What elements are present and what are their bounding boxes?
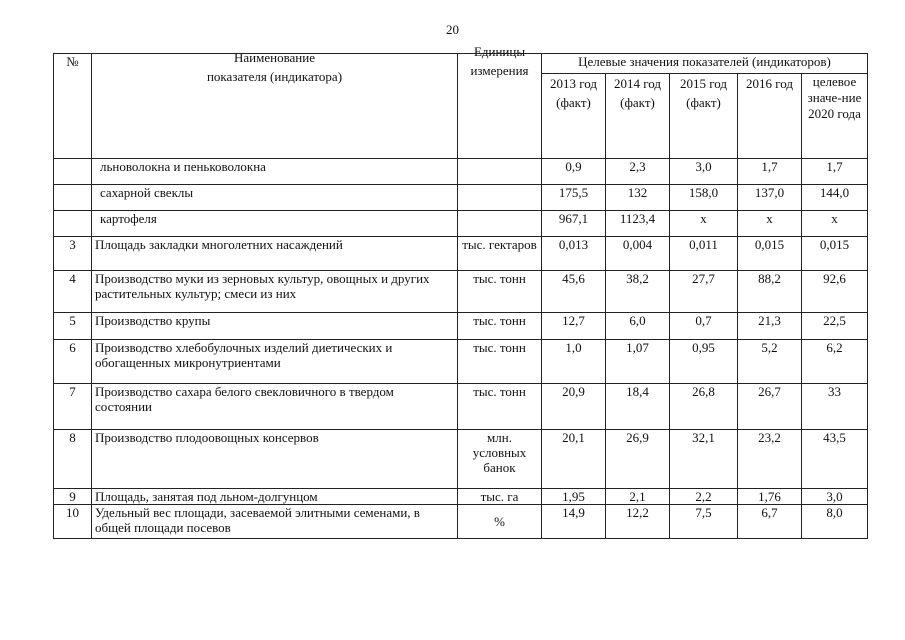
table-row <box>54 489 868 505</box>
table-body <box>54 159 868 539</box>
header-year-2013: 2013 год (факт) <box>542 74 606 159</box>
row-num: 6 <box>54 340 92 384</box>
value-2014: 26,9 <box>606 430 670 489</box>
value-2020: 43,5 <box>802 430 868 489</box>
value-2013: 1,0 <box>542 340 606 384</box>
table-row <box>54 159 868 185</box>
value-2014: 0,004 <box>606 237 670 271</box>
value-2020: 1,7 <box>802 159 868 185</box>
row-name: Площадь, занятая под льном-долгунцом <box>92 489 458 505</box>
value-2016: 137,0 <box>738 185 802 211</box>
value-2016: 21,3 <box>738 313 802 340</box>
value-2016: х <box>738 211 802 237</box>
value-2013: 45,6 <box>542 271 606 313</box>
value-2013: 1,95 <box>542 489 606 505</box>
value-2013: 175,5 <box>542 185 606 211</box>
row-name: Удельный вес площади, засеваемой элитными семенами, в общей площади посевов <box>92 505 458 539</box>
row-num: 7 <box>54 384 92 430</box>
header-year-2014: 2014 год (факт) <box>606 74 670 159</box>
row-name: сахарной свеклы <box>92 185 458 211</box>
header-unit-text: Единицы измерения <box>470 44 529 78</box>
value-2015: 32,1 <box>670 430 738 489</box>
value-2015: 0,011 <box>670 237 738 271</box>
value-2013: 0,013 <box>542 237 606 271</box>
value-2013: 0,9 <box>542 159 606 185</box>
value-2014: 18,4 <box>606 384 670 430</box>
value-2015: 2,2 <box>670 489 738 505</box>
value-2014: 6,0 <box>606 313 670 340</box>
table-row <box>54 313 868 340</box>
value-2014: 2,1 <box>606 489 670 505</box>
value-2015: 27,7 <box>670 271 738 313</box>
row-num: 3 <box>54 237 92 271</box>
row-name: Площадь закладки многолетних насаждений <box>92 237 458 271</box>
value-2013: 12,7 <box>542 313 606 340</box>
value-2016: 6,7 <box>738 505 802 539</box>
row-unit <box>458 159 542 185</box>
row-unit: тыс. тонн <box>458 313 542 340</box>
row-unit: тыс. га <box>458 489 542 505</box>
row-num: 5 <box>54 313 92 340</box>
value-2015: 0,7 <box>670 313 738 340</box>
value-2020: 6,2 <box>802 340 868 384</box>
header-name-text: Наименование показателя (индикатора) <box>206 50 343 84</box>
value-2015: 0,95 <box>670 340 738 384</box>
table-row <box>54 237 868 271</box>
value-2020: х <box>802 211 868 237</box>
value-2016: 0,015 <box>738 237 802 271</box>
value-2014: 132 <box>606 185 670 211</box>
row-unit <box>458 211 542 237</box>
header-unit <box>458 44 542 159</box>
row-num: 4 <box>54 271 92 313</box>
header-year-2016: 2016 год <box>738 74 802 159</box>
table-row <box>54 340 868 384</box>
value-2014: 2,3 <box>606 159 670 185</box>
value-2020: 8,0 <box>802 505 868 539</box>
value-2014: 1123,4 <box>606 211 670 237</box>
value-2015: 7,5 <box>670 505 738 539</box>
row-num: 9 <box>54 489 92 505</box>
row-name: Производство хлебобулочных изделий диетических и обогащенных микронутриентами <box>92 340 458 384</box>
value-2020: 3,0 <box>802 489 868 505</box>
value-2014: 1,07 <box>606 340 670 384</box>
header-target-group: Целевые значения показателей (индикаторов) <box>542 54 868 74</box>
value-2020: 33 <box>802 384 868 430</box>
header-target-2020: целевое значе-ние 2020 года <box>802 74 868 159</box>
value-2014: 38,2 <box>606 271 670 313</box>
value-2014: 12,2 <box>606 505 670 539</box>
row-name: Производство плодоовощных консервов <box>92 430 458 489</box>
value-2020: 92,6 <box>802 271 868 313</box>
table-row <box>54 430 868 489</box>
value-2013: 14,9 <box>542 505 606 539</box>
value-2016: 5,2 <box>738 340 802 384</box>
table-row <box>54 185 868 211</box>
value-2016: 26,7 <box>738 384 802 430</box>
row-name: картофеля <box>92 211 458 237</box>
value-2020: 144,0 <box>802 185 868 211</box>
row-num <box>54 185 92 211</box>
value-2016: 1,76 <box>738 489 802 505</box>
row-num <box>54 159 92 185</box>
row-unit: тыс. тонн <box>458 384 542 430</box>
value-2015: х <box>670 211 738 237</box>
table-row <box>54 384 868 430</box>
value-2015: 26,8 <box>670 384 738 430</box>
row-unit: млн. условных банок <box>458 430 542 489</box>
value-2016: 1,7 <box>738 159 802 185</box>
row-unit: тыс. гектаров <box>458 237 542 271</box>
row-unit: тыс. тонн <box>458 271 542 313</box>
row-name: Производство крупы <box>92 313 458 340</box>
row-name: льноволокна и пеньковолокна <box>92 159 458 185</box>
row-name: Производство муки из зерновых культур, овощных и других растительных культур; смеси из них <box>92 271 458 313</box>
page-number: 20 <box>446 22 459 37</box>
value-2015: 158,0 <box>670 185 738 211</box>
table-row <box>54 211 868 237</box>
value-2015: 3,0 <box>670 159 738 185</box>
value-2013: 20,9 <box>542 384 606 430</box>
value-2013: 20,1 <box>542 430 606 489</box>
table-row <box>54 505 868 539</box>
table-row <box>54 271 868 313</box>
row-num: 10 <box>54 505 92 539</box>
row-name: Производство сахара белого свекловичного в твердом состоянии <box>92 384 458 430</box>
row-unit: % <box>458 505 542 539</box>
indicators-table <box>53 44 868 539</box>
header-num: № <box>54 54 92 159</box>
header-name <box>92 50 458 159</box>
header-year-2015: 2015 год (факт) <box>670 74 738 159</box>
value-2016: 88,2 <box>738 271 802 313</box>
row-num: 8 <box>54 430 92 489</box>
row-unit <box>458 185 542 211</box>
value-2020: 22,5 <box>802 313 868 340</box>
row-num <box>54 211 92 237</box>
value-2016: 23,2 <box>738 430 802 489</box>
value-2013: 967,1 <box>542 211 606 237</box>
row-unit: тыс. тонн <box>458 340 542 384</box>
value-2020: 0,015 <box>802 237 868 271</box>
